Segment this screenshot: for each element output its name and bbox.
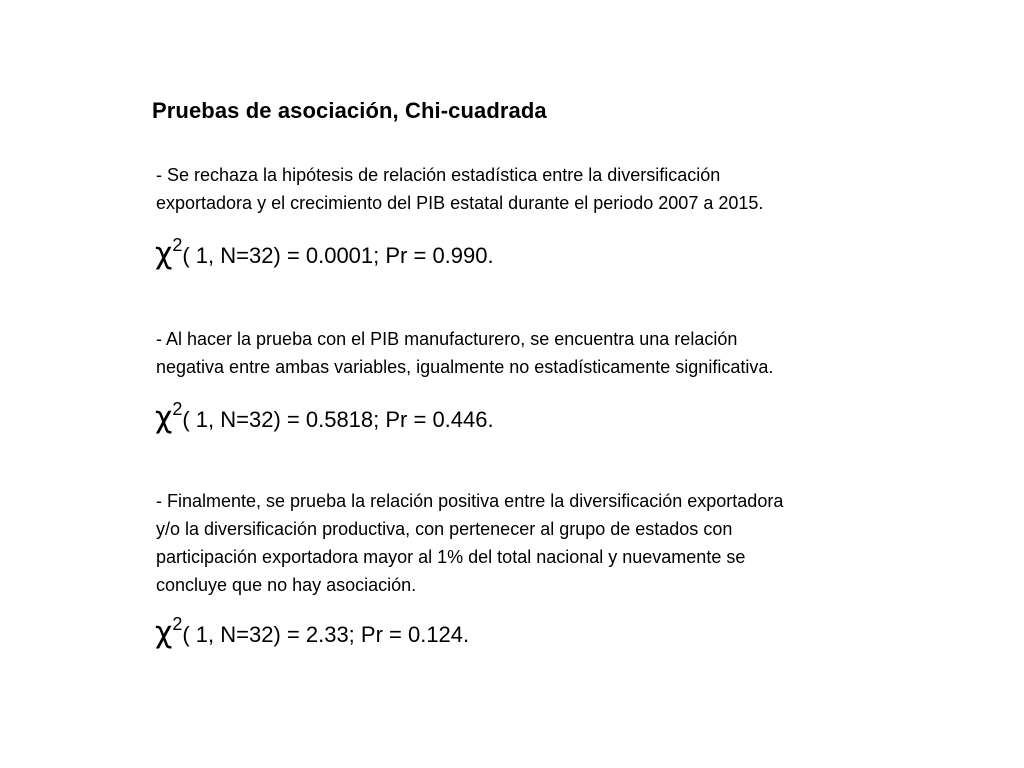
- chi-square-formula-2: [155, 400, 494, 435]
- paragraph-line: exportadora y el crecimiento del PIB estatal durante el periodo 2007 a 2015.: [156, 193, 764, 213]
- paragraph-3: [156, 487, 916, 599]
- paragraph-line: participación exportadora mayor al 1% del total nacional y nuevamente se: [156, 547, 746, 567]
- chi-square-formula-1: [155, 236, 494, 271]
- formula-text: ( 1, N=32) = 0.0001; Pr = 0.990.: [182, 243, 494, 268]
- formula-text: ( 1, N=32) = 0.5818; Pr = 0.446.: [182, 407, 494, 432]
- exponent: 2: [172, 398, 183, 419]
- paragraph-2: [156, 325, 916, 381]
- exponent: 2: [172, 234, 183, 255]
- paragraph-line: concluye que no hay asociación.: [156, 575, 417, 595]
- chi-square-formula-3: [155, 615, 469, 650]
- chi-symbol: χ: [155, 236, 173, 271]
- paragraph-1: [156, 161, 916, 217]
- paragraph-line: - Finalmente, se prueba la relación positiva entre la diversificación exportadora: [156, 491, 784, 511]
- slide-title: Pruebas de asociación, Chi-cuadrada: [152, 98, 547, 123]
- chi-symbol: χ: [155, 400, 173, 435]
- paragraph-line: negativa entre ambas variables, igualmente no estadísticamente significativa.: [156, 357, 774, 377]
- formula-text: ( 1, N=32) = 2.33; Pr = 0.124.: [182, 622, 470, 647]
- paragraph-line: - Al hacer la prueba con el PIB manufacturero, se encuentra una relación: [156, 329, 738, 349]
- paragraph-line: - Se rechaza la hipótesis de relación estadística entre la diversificación: [156, 165, 721, 185]
- exponent: 2: [172, 613, 183, 634]
- chi-symbol: χ: [155, 615, 173, 650]
- paragraph-line: y/o la diversificación productiva, con pertenecer al grupo de estados con: [156, 519, 733, 539]
